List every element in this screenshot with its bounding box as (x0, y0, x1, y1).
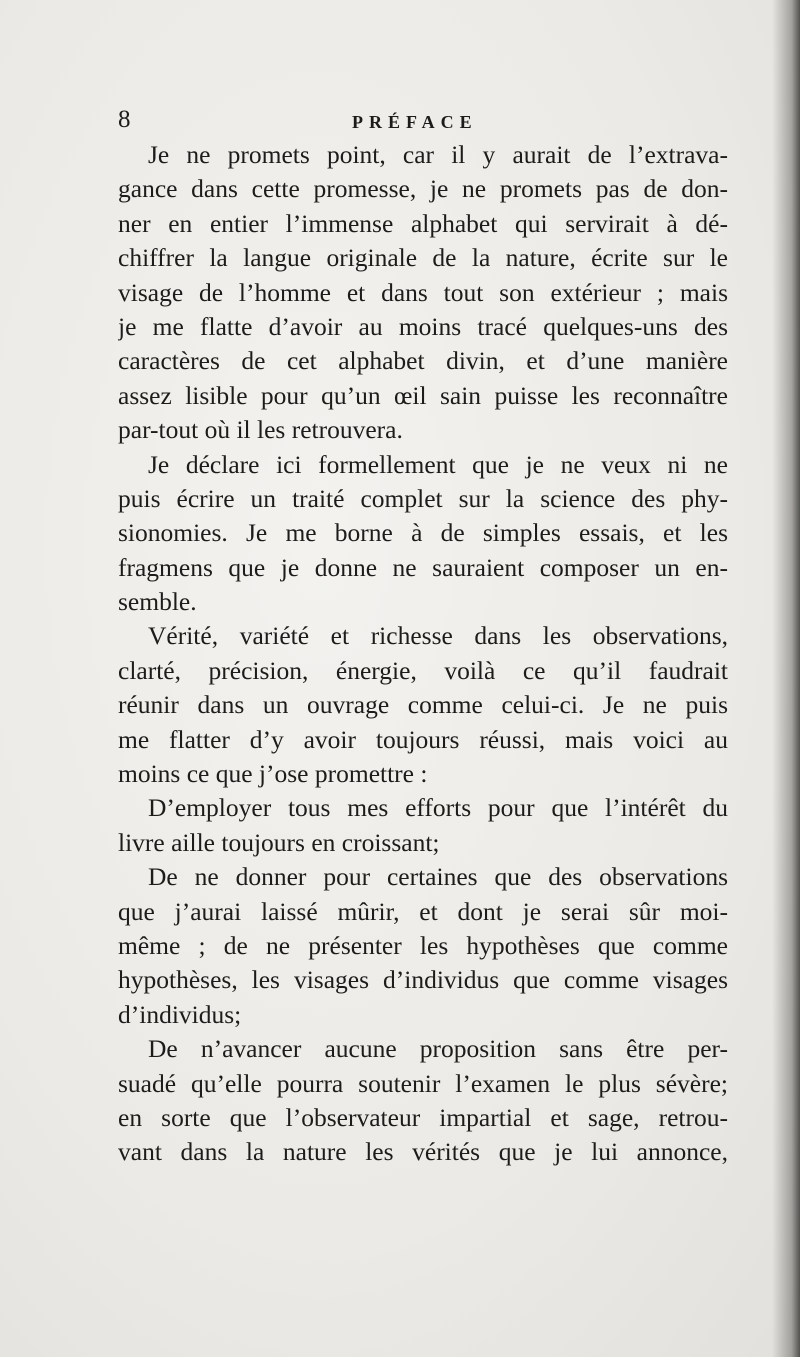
text-line: même ; de ne présenter les hypothèses que comme (118, 930, 728, 960)
text-line: Je déclare ici formellement que je ne veux ni ne (148, 449, 728, 479)
text-line: caractères de cet alphabet divin, et d’une manière (118, 346, 728, 376)
running-title: PRÉFACE (352, 112, 478, 132)
text-line: D’employer tous mes efforts pour que l’intérêt du (148, 793, 728, 823)
text-line: livre aille toujours en croissant; (118, 827, 440, 857)
text-line: Je ne promets point, car il y aurait de l’extrava- (148, 140, 728, 169)
text-line: par-tout où il les retrouvera. (118, 415, 403, 445)
text-line: assez lisible pour qu’un œil sain puisse les reconnaître (118, 380, 728, 410)
text-line: en sorte que l’observateur impartial et sage, retrou- (118, 1102, 728, 1132)
text-line: gance dans cette promesse, je ne promets pas de don- (118, 174, 728, 204)
body-text (118, 138, 728, 1170)
text-line: vant dans la nature les vérités que je lui annonce, (118, 1137, 728, 1167)
text-line: fragmens que je donne ne sauraient composer un en- (118, 552, 728, 582)
page-number: 8 (118, 106, 131, 133)
text-line: sionomies. Je me borne à de simples essais, et les (118, 518, 728, 548)
text-line: semble. (118, 587, 197, 617)
text-line: chiffrer la langue originale de la nature, écrite sur le (118, 243, 728, 273)
text-line: d’individus; (118, 999, 242, 1029)
text-line: me flatter d’y avoir toujours réussi, mais voici au (118, 724, 728, 754)
text-line: réunir dans un ouvrage comme celui-ci. Je ne puis (118, 690, 728, 720)
text-line: que j’aurai laissé mûrir, et dont je serai sûr moi- (118, 896, 728, 926)
text-line: De ne donner pour certaines que des observations (148, 862, 728, 892)
text-line: moins ce que j’ose promettre : (118, 759, 428, 789)
text-line: je me flatte d’avoir au moins tracé quelques-uns des (118, 311, 728, 341)
text-line: De n’avancer aucune proposition sans être per- (148, 1034, 728, 1064)
text-line: hypothèses, les visages d’individus que comme visages (118, 965, 728, 995)
text-line: suadé qu’elle pourra soutenir l’examen le plus sévère; (118, 1068, 728, 1098)
text-line: clarté, précision, énergie, voilà ce qu’il faudrait (118, 655, 728, 685)
page-header (118, 106, 728, 138)
text-line: visage de l’homme et dans tout son extérieur ; mais (118, 277, 728, 307)
text-line: Vérité, variété et richesse dans les observations, (148, 621, 728, 651)
text-line: ner en entier l’immense alphabet qui servirait à dé- (118, 208, 728, 238)
text-line: puis écrire un traité complet sur la science des phy- (118, 483, 728, 513)
